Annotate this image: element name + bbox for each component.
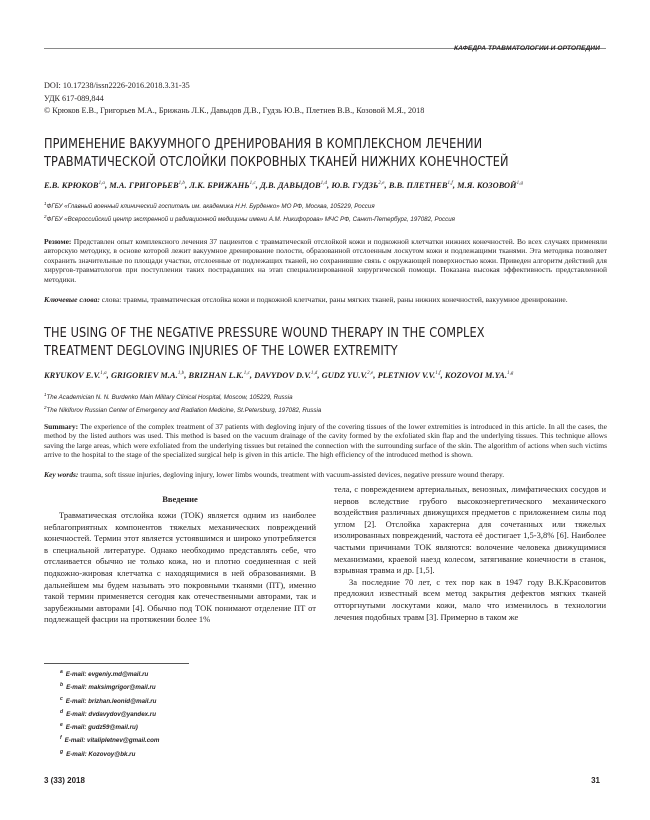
en-keywords-text: trauma, soft tissue injuries, degloving injury, lower limbs wounds, treatment with vacuum-assisted devices, negative pressure wound therapy. bbox=[80, 470, 505, 479]
author: KRYUKOV E.V.$^{1,a}$ bbox=[44, 371, 107, 380]
ru-title: ПРИМЕНЕНИЕ ВАКУУМНОГО ДРЕНИРОВАНИЯ В КОМПЛЕКСНОМ ЛЕЧЕНИИ ТРАВМАТИЧЕСКОЙ ОТСЛОЙКИ ПОКРОВНЫХ ТКАНЕЙ НИЖНИХ КОНЕЧНОСТЕЙ bbox=[44, 137, 509, 170]
author: BRIZHAN L.K.$^{1,c}$ bbox=[188, 371, 250, 380]
author: В.В. ПЛЕТНЕВ$^{1,f}$ bbox=[388, 181, 453, 190]
en-abstract bbox=[44, 422, 607, 460]
ru-keywords-label: Ключевые слова: bbox=[44, 295, 100, 304]
author: Л.К. БРИЖАНЬ$^{1,c}$ bbox=[189, 181, 256, 190]
footnote-email: $^a$ E-mail: evgeniy.md@mail.ru bbox=[60, 669, 149, 679]
footnotes bbox=[60, 667, 159, 760]
page-number: 31 bbox=[591, 776, 600, 785]
en-affiliation-2: $^2$The Nikiforov Russian Center of Emergency and Radiation Medicine, St.Petersburg, 197082, Russia bbox=[44, 405, 322, 415]
author: DAVYDOV D.V.$^{1,d}$ bbox=[254, 371, 318, 380]
paragraph: Травматическая отслойка кожи (ТОК) является одним из наиболее неблагоприятных компонентов тяжелых механических повреждений конечностей. Термин этот является устоявшимся и широко употребляется в специальной литературе. Однако необходимо представлять себе, что отслаивается обычно не только кожа, но и плотно соединенная с ней подкожно-жировая клетчатка с находящимися в ней образованиями. В дальнейшем мы будем называть это покровными тканями (ПТ), именно такой термин применяется сегодня как отечественными авторами, так и зарубежными авторами [4]. Обычно под ТОК понимают отделение ПТ от подлежащей фасции на протяжении более 1% bbox=[44, 510, 316, 625]
footnote-rule bbox=[44, 663, 189, 664]
author: М.Я. КОЗОВОЙ$^{1,g}$ bbox=[457, 181, 524, 190]
article-meta bbox=[44, 80, 604, 118]
body-column-right bbox=[334, 484, 606, 623]
ru-keywords bbox=[44, 295, 607, 304]
footnote-email: $^g$ E-mail: Kozovoy@bk.ru bbox=[60, 748, 136, 758]
ru-abstract bbox=[44, 237, 607, 284]
ru-affiliation-2: $^2$ФГБУ «Всероссийский центр экстренной и радиационной медицины имени А.М. Никифорова» МЧС РФ, Санкт-Петербург, 197082, Россия bbox=[44, 214, 455, 224]
en-abstract-label: Summary: bbox=[44, 422, 79, 431]
en-abstract-text: The experience of the complex treatment of 37 patients with degloving injury of the covering tissues of the lower extremities is introduced in this article. In all the cases, the method by the listed authors was used. This method is based on the vacuum drainage of the cavity formed by the exfoliated skin flap and the underlying tissues. This technique allows saving the large areas, which were exfoliated from the underlying tissues but retained the connection with the surrounding surface of the skin. The algorithm of actions when such victims arrive to the hospital to the stage of the specialized surgical help is given in this article. The high efficiency of the introduced method is shown. bbox=[44, 422, 607, 460]
paragraph: тела, с повреждением артериальных, венозных, лимфатических сосудов и нервов вследствие грубого высокоэнергетического механического воздействия различных движущихся предметов с приложением силы под углом [2]. Отслойка характерна для сочетанных или тяжелых изолированных повреждений, частота её достигает 1,5-3,8% [6]. Наиболее частыми причинами ТОК являются: волочение человека движущимися механизмами, краевой наезд колесом, затягивание конечности в станок, взрывная травма и др. [1,5]. bbox=[334, 484, 606, 576]
intro-heading: Введение bbox=[162, 494, 198, 504]
paragraph: За последние 70 лет, с тех пор как в 1947 году В.К.Красовитов предложил известный всем метод закрытия дефектов мягких тканей отторгнутыми лоскутами кожи, мало что изменилось в технологии лечения подобных травм [3]. Примерно в таком же bbox=[334, 576, 606, 622]
copyright: © Крюков Е.В., Григорьев М.А., Брижань Л.К., Давыдов Д.В., Гудзь Ю.В., Плетнев В.В., Козовой М.Я., 2018 bbox=[44, 106, 425, 115]
ru-affiliations bbox=[44, 199, 604, 225]
footnote-email: $^f$ E-mail: vitalipletnev@gmail.com bbox=[60, 735, 160, 745]
udk: УДК 617-089,844 bbox=[44, 93, 104, 103]
issue-number: 3 (33) 2018 bbox=[44, 776, 85, 785]
en-affiliations bbox=[44, 390, 604, 416]
author: KOZOVOI M.YA.$^{1,g}$ bbox=[444, 371, 514, 380]
ru-abstract-label: Резюме: bbox=[44, 237, 72, 246]
author: Д.В. ДАВЫДОВ$^{1,d}$ bbox=[260, 181, 328, 190]
en-title: THE USING OF THE NEGATIVE PRESSURE WOUND THERAPY IN THE COMPLEX TREATMENT DEGLOVING INJURIES OF THE LOWER EXTREMITY bbox=[44, 326, 485, 359]
ru-affiliation-1: $^1$ФГБУ «Главный военный клинический госпиталь им. академика Н.Н. Бурденко» МО РФ, Москва, 105229, Россия bbox=[44, 201, 375, 211]
body-column-left bbox=[44, 510, 316, 626]
author: Е.В. КРЮКОВ$^{1,a}$ bbox=[44, 181, 105, 190]
author: М.А. ГРИГОРЬЕВ$^{1,b}$ bbox=[109, 181, 185, 190]
footnote-email: $^c$ E-mail: brizhan.leonid@mail.ru bbox=[60, 695, 157, 705]
footnote-email: $^b$ E-mail: maksimgrigor@mail.ru bbox=[60, 682, 156, 692]
author: GRIGORIEV M.A.$^{1,b}$ bbox=[110, 371, 185, 380]
ru-keywords-text: слова: травмы, травматическая отслойка кожи и подкожной клетчатки, раны мягких тканей, раны нижних конечностей, вакуумное дренирование. bbox=[101, 295, 568, 304]
author: Ю.В. ГУДЗЬ$^{2,e}$ bbox=[331, 181, 385, 190]
author: PLETNIOV V.V.$^{1,f}$ bbox=[377, 371, 441, 380]
en-keywords-label: Key words: bbox=[44, 470, 79, 479]
author: GUDZ YU.V.$^{2,e}$ bbox=[321, 371, 374, 380]
running-header: КАФЕДРА ТРАВМАТОЛОГИИ И ОРТОПЕДИИ bbox=[453, 45, 600, 52]
footnote-email: $^e$ E-mail: gudz59@mail.ru) bbox=[60, 722, 138, 732]
ru-abstract-text: Представлен опыт комплексного лечения 37 пациентов с травматической отслойкой кожи и подкожной клетчатки нижних конечностей. Во всех случаях применяли авторскую методику, в основе которой лежит вакуумное дренирование полости, образованной отслоенным лоскутом кожи и подлежащими тканями. Эта методика позволяет сохранить значительные по площади участки, отслоенные от подлежащих тканей, но сохранившие связь с окружающей поверхностью кожи. Приведен алгоритм действий для хирургов-травматологов при поступлении таких пострадавших на этап специализированной хирургической помощи. Показана высокая эффективность представленной методики. bbox=[44, 237, 607, 284]
en-authors: KRYUKOV E.V.$^{1,a}$, GRIGORIEV M.A.$^{1,b}$, BRIZHAN L.K.$^{1,c}$, DAVYDOV D.V.$^{1,d}$, GUDZ YU.V.$^{2,e}$, PLETNIOV V.V.$^{1,f}$, KOZOVOI M.YA.$^{1,g}$ bbox=[44, 371, 514, 380]
doi: DOI: 10.17238/issn2226-2016.2018.3.31-35 bbox=[44, 81, 190, 90]
ru-authors: Е.В. КРЮКОВ$^{1,a}$, М.А. ГРИГОРЬЕВ$^{1,b}$, Л.К. БРИЖАНЬ$^{1,c}$, Д.В. ДАВЫДОВ$^{1,d}$, Ю.В. ГУДЗЬ$^{2,e}$, В.В. ПЛЕТНЕВ$^{1,f}$, М.Я. КОЗОВОЙ$^{1,g}$ bbox=[44, 181, 524, 190]
footnote-email: $^d$ E-mail: dvdavydov@yandex.ru bbox=[60, 708, 156, 718]
en-affiliation-1: $^1$The Academician N. N. Burdenko Main Military Clinical Hospital, Moscow, 105229, Russia bbox=[44, 392, 293, 402]
en-keywords bbox=[44, 470, 607, 479]
